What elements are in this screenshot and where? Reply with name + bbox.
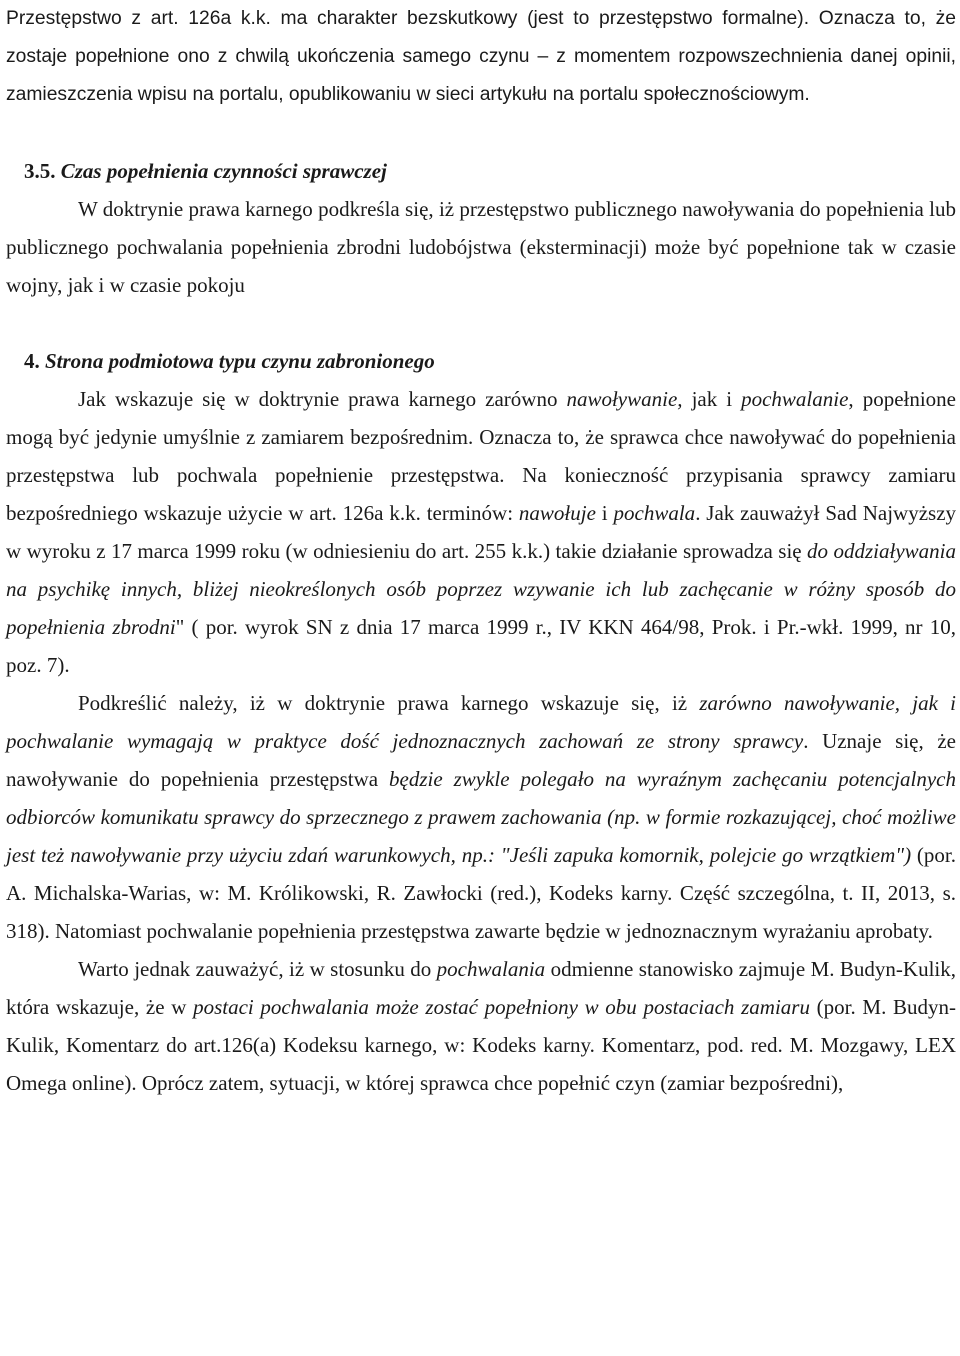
text-run: Podkreślić należy, iż w doktrynie prawa karnego wskazuje się, iż — [78, 691, 700, 715]
text-run: . Uznaje się, że nawoływanie do popełnienia przestępstwa — [6, 729, 956, 791]
paragraph-text: W doktrynie prawa karnego podkreśla się, iż przestępstwo publicznego nawoływania do popełnienia lub publicznego pochwalania popełnienia zbrodni ludobójstwa (eksterminacji) może być popełnione tak w czasie wojny, jak i w czasie pokoju — [6, 197, 956, 297]
paragraph-offense-formal — [6, 0, 956, 114]
italic-run: nawoływanie, — [566, 387, 683, 411]
italic-run: pochwalanie — [741, 387, 849, 411]
document-page — [6, 0, 956, 1102]
paragraph-text: Przestępstwo z art. 126a k.k. ma charakter bezskutkowy (jest to przestępstwo formalne). Oznacza to, że zostaje popełnione ono z chwilą ukończenia samego czynu – z momentem rozpowszechnienia danej opinii, zamieszczenia wpisu na portalu, opublikowaniu w sieci artykułu na portalu społecznościowym. — [6, 8, 956, 105]
section-heading-4 — [6, 342, 956, 380]
italic-run: nawołuje — [518, 501, 596, 525]
text-run: i — [595, 501, 614, 525]
section-number: 3.5. — [24, 159, 56, 183]
italic-run: pochwalania — [436, 957, 546, 981]
text-run: Warto jednak zauważyć, iż w stosunku do — [78, 957, 437, 981]
italic-run: zarówno nawoływanie, jak i pochwalanie wymagają w praktyce dość jednoznacznych zachowań ze strony sprawcy — [6, 691, 956, 753]
paragraph-time-of-offense — [6, 190, 956, 304]
text-run: (por. M. Budyn-Kulik, Komentarz do art.126(a) Kodeksu karnego, w: Kodeks karny. Komentarz, pod. red. M. Mozgawy, LEX Omega online). Oprócz zatem, sytuacji, w której sprawca chce popełnić czyn (zamiar bezpośredni), — [6, 995, 957, 1095]
text-run: . Jak zauważył Sad Najwyższy w wyroku z 17 marca 1999 roku (w odniesieniu do art. 255 k.k.) takie działanie sprowadza się — [6, 501, 957, 563]
spacer — [6, 304, 956, 342]
paragraph-budyn-kulik — [6, 950, 956, 1102]
section-number: 4. — [24, 349, 40, 373]
italic-run: postaci pochwalania może zostać popełniony w obu postaciach zamiaru — [193, 995, 810, 1019]
text-run: , popełnione mogą być jedynie umyślnie z zamiarem bezpośrednim. Oznacza to, że sprawca chce nawoływać do popełnienia przestępstwa lub pochwala popełnienie przestępstwa. Na konieczność przypisania sprawcy zamiaru bezpośredniego wskazuje użycie w art. 126a k.k. terminów: — [6, 387, 956, 525]
paragraph-doctrine-emphasis — [6, 684, 956, 950]
italic-run: do oddziaływania na psychikę innych, bliżej nieokreślonych osób poprzez wzywanie ich lub zachęcanie w różny sposób do popełnienia zbrodni — [6, 539, 956, 639]
text-run: " ( por. wyrok SN z dnia 17 marca 1999 r., IV KKN 464/98, Prok. i Pr.-wkł. 1999, nr 10, poz. 7). — [6, 615, 956, 677]
italic-run: pochwala — [613, 501, 696, 525]
italic-run: będzie zwykle polegało na wyraźnym zachęcaniu potencjalnych odbiorców komunikatu sprawcy do sprzecznego z prawem zachowania (np. w formie rozkazującej, choć możliwe jest też nawoływanie przy użyciu zdań warunkowych, np.: "Jeśli zapuka komornik, polejcie go wrzątkiem") — [6, 767, 956, 867]
text-run: odmienne stanowisko zajmuje M. Budyn-Kulik, która wskazuje, że w — [6, 957, 956, 1019]
text-run: jak i — [682, 387, 742, 411]
section-title: Czas popełnienia czynności sprawczej — [60, 159, 387, 183]
spacer — [6, 114, 956, 152]
section-title: Strona podmiotowa typu czynu zabronionego — [45, 349, 435, 373]
paragraph-subjective-side — [6, 380, 956, 684]
text-run: (por. A. Michalska-Warias, w: M. Królikowski, R. Zawłocki (red.), Kodeks karny. Część szczególna, t. II, 2013, s. 318). Natomiast pochwalanie popełnienia przestępstwa zawarte będzie w jednoznacznym wyrażaniu aprobaty. — [6, 843, 956, 943]
section-heading-3-5 — [6, 152, 956, 190]
text-run: Jak wskazuje się w doktrynie prawa karnego zarówno — [78, 387, 567, 411]
